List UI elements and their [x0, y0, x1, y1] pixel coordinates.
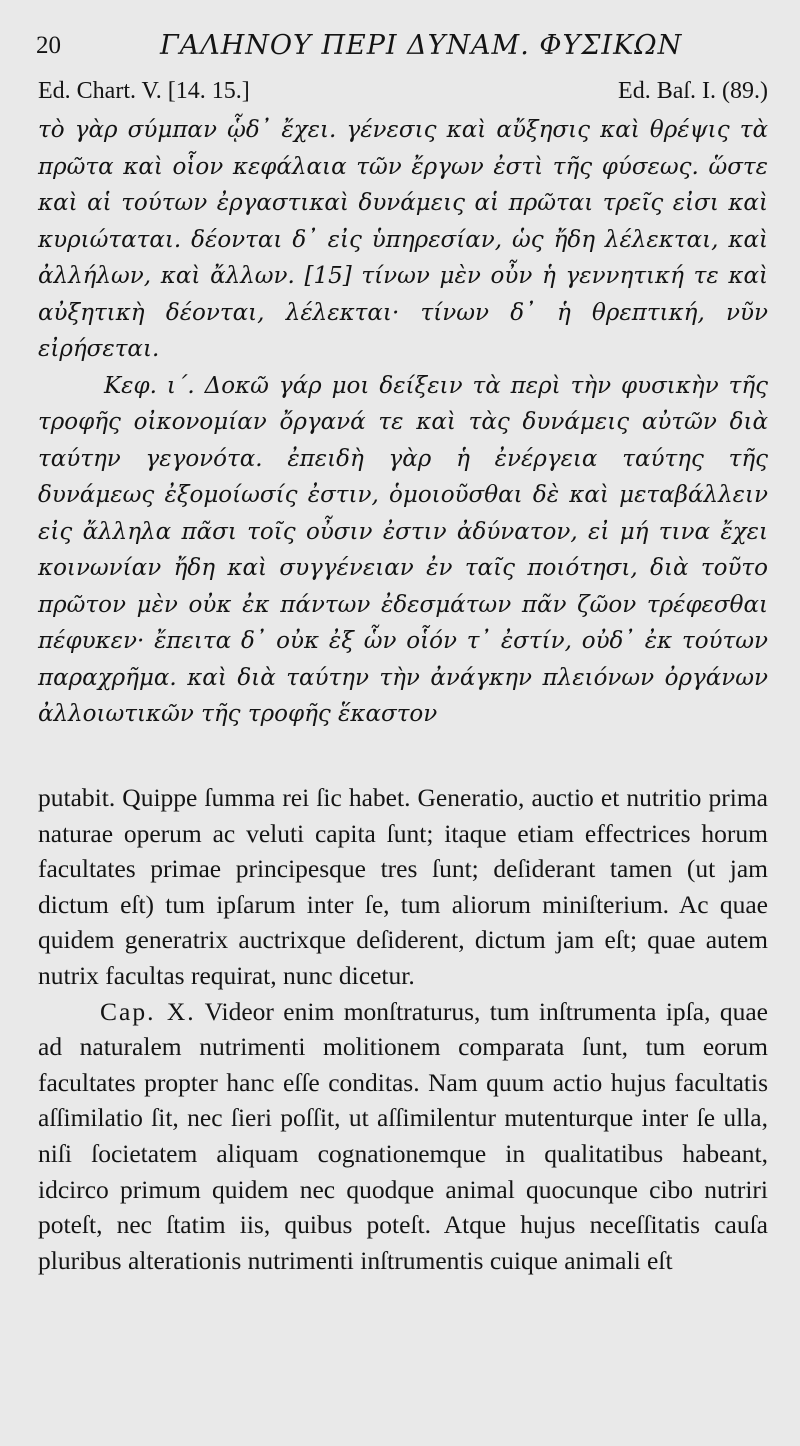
latin-chapter-paragraph: [38, 994, 768, 1279]
greek-chapter-text: Δοκῶ γάρ μοι δείξειν τὰ περὶ τὴν φυσικὴν τῆς τροφῆς οἰκονομίαν ὄργανά τε καὶ τὰς δυνάμεις αὐτῶν διὰ ταύτην γεγονότα. ἐπειδὴ γὰρ ἡ ἐνέργεια ταύτης τῆς δυνάμεως ἐξομοίωσίς ἐστιν, ὁμοιοῦσθαι δὲ καὶ μεταβάλλειν εἰς ἄλληλα πᾶσι τοῖς οὖσιν ἐστιν ἀδύνατον, εἰ μή τινα ἔχει κοινωνίαν ἤδη καὶ συγγένειαν ἐν ταῖς ποιότησι, διὰ τοῦτο πρῶτον μὲν οὐκ ἐκ πάντων ἐδεσμάτων πᾶν ζῶον τρέφεσθαι πέφυκεν· ἔπειτα δ᾽ οὐκ ἐξ ὧν οἷόν τ᾽ ἐστίν, οὐδ᾽ ἐκ τούτων παραχρῆμα. καὶ διὰ ταύτην τὴν ἀνάγκην πλειόνων ὀργάνων ἀλλοιωτικῶν τῆς τροφῆς ἕκαστον: [38, 372, 768, 727]
latin-chapter-label: Cap. X.: [100, 996, 196, 1026]
greek-chapter-paragraph: [38, 368, 768, 733]
latin-chapter-text: Videor enim monſtraturus, tum inſtrumenta ipſa, quae ad naturalem nutrimenti molitionem comparata ſunt, tum eorum facultates propter hanc eſſe conditas. Nam quum actio hujus facultatis aſſimilatio ſit, nec ſieri poſſit, ut aſſimilentur mutenturque inter ſe ulla, niſi ſocietatem aliquam cognationemque in qualitatibus habeant, idcirco primum quidem nec quodque animal quocunque cibo nutriri poteſt, nec ſtatim iis, quibus poteſt. Atque hujus neceſſitatis cauſa pluribus alterationis nutrimenti inſtrumentis cuique animali eſt: [38, 996, 768, 1275]
edition-reference-chartier: Ed. Chart. V. [14. 15.]: [38, 78, 250, 104]
latin-text-block: [38, 780, 768, 1278]
page-header: [36, 30, 760, 62]
greek-text-block: [38, 112, 768, 733]
page-number: 20: [36, 32, 61, 59]
edition-reference-basel: Ed. Baſ. I. (89.): [618, 78, 768, 104]
running-title: ΓΑΛΗΝΟΥ ΠΕΡΙ ΔΥΝΑΜ. ΦΥΣΙΚΩΝ: [160, 30, 683, 61]
latin-paragraph: putabit. Quippe ſumma rei ſic habet. Generatio, auctio et nutritio prima naturae operum ac veluti capita ſunt; itaque etiam effectrices horum facultates primae principesque tres ſunt; deſiderant tamen (ut jam dictum eſt) tum ipſarum inter ſe, tum aliorum miniſterium. Ac quae quidem generatrix auctrixque deſiderent, dictum jam eſt; quae autem nutrix facultas requirat, nunc dicetur.: [38, 783, 768, 990]
greek-chapter-label: Κεφ. ι΄.: [104, 372, 195, 399]
edition-reference-line: [38, 78, 768, 106]
greek-paragraph: τὸ γὰρ σύμπαν ᾧδ᾽ ἔχει. γένεσις καὶ αὔξησις καὶ θρέψις τὰ πρῶτα καὶ οἷον κεφάλαια τῶν ἔργων ἐστὶ τῆς φύσεως. ὥστε καὶ αἱ τούτων ἐργαστικαὶ δυνάμεις αἱ πρῶται τρεῖς εἰσι καὶ κυριώταται. δέονται δ᾽ εἰς ὑπηρεσίαν, ὡς ἤδη λέλεκται, καὶ ἀλλήλων, καὶ ἄλλων. [15] τίνων μὲν οὖν ἡ γεννητική τε καὶ αὐξητικὴ δέονται, λέλεκται· τίνων δ᾽ ἡ θρεπτική, νῦν εἰρήσεται.: [38, 117, 768, 362]
